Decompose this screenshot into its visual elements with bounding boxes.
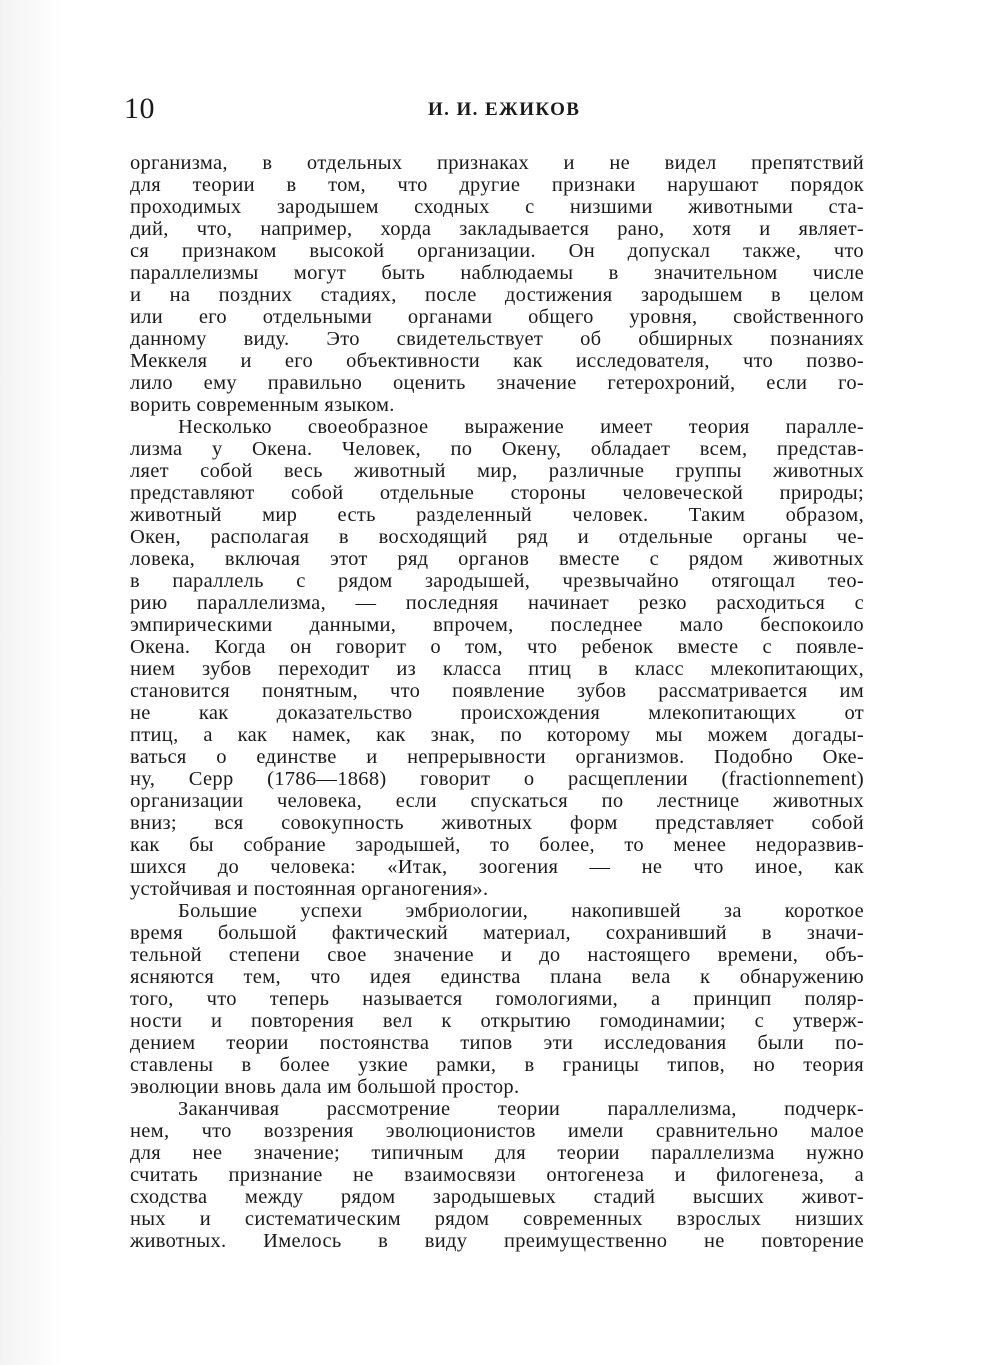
- text-line: считать признание не взаимосвязи онтогенеза и филогенеза, а: [130, 1164, 864, 1186]
- text-line: птиц, а как намек, как знак, по которому мы можем догады-: [130, 724, 864, 746]
- text-line: Несколько своеобразное выражение имеет теория паралле-: [178, 416, 864, 438]
- text-line: для теории в том, что другие признаки нарушают порядок: [130, 174, 864, 196]
- text-line: устойчивая и постоянная органогения».: [130, 878, 489, 900]
- text-line: рию параллелизма, — последняя начинает резко расходиться с: [130, 592, 864, 614]
- text-line: Меккеля и его объективности как исследователя, что позво-: [130, 350, 864, 372]
- text-line: или его отдельными органами общего уровня, свойственного: [130, 306, 864, 328]
- text-line: вниз; вся совокупность животных форм представляет собой: [130, 812, 864, 834]
- text-line: ловека, включая этот ряд органов вместе с рядом животных: [130, 548, 864, 570]
- text-line: тельной степени свое значение и до настоящего времени, объ-: [130, 944, 864, 966]
- text-line: ставлены в более узкие рамки, в границы типов, но теория: [130, 1054, 864, 1076]
- text-line: животных. Имелось в виду преимущественно не повторение: [130, 1230, 864, 1252]
- text-line: животный мир есть разделенный человек. Таким образом,: [130, 504, 864, 526]
- text-line: нем, что воззрения эволюционистов имели сравнительно малое: [130, 1120, 864, 1142]
- text-line: лизма у Окена. Человек, по Окену, обладает всем, представ-: [130, 438, 864, 460]
- text-line: эмпирическими данными, впрочем, последнее мало беспокоило: [130, 614, 864, 636]
- text-line: сходства между рядом зародышевых стадий высших живот-: [130, 1186, 864, 1208]
- page-number: 10: [124, 92, 155, 125]
- text-line: ваться о единстве и непрерывности организмов. Подобно Оке-: [130, 746, 864, 768]
- scan-margin-shadow: [0, 0, 62, 1365]
- text-line: представляют собой отдельные стороны человеческой природы;: [130, 482, 864, 504]
- text-line: ясняются тем, что идея единства плана вела к обнаружению: [130, 966, 864, 988]
- text-line: как бы собрание зародышей, то более, то менее недоразвив-: [130, 834, 864, 856]
- text-line: не как доказательство происхождения млекопитающих от: [130, 702, 864, 724]
- text-line: Окен, располагая в восходящий ряд и отдельные органы че-: [130, 526, 864, 548]
- text-line: параллелизмы могут быть наблюдаемы в значительном числе: [130, 262, 864, 284]
- text-line: организма, в отдельных признаках и не видел препятствий: [130, 152, 864, 174]
- text-line: ности и повторения вел к открытию гомодинамии; с утверж-: [130, 1010, 864, 1032]
- text-line: данному виду. Это свидетельствует об обширных познаниях: [130, 328, 864, 350]
- text-line: Заканчивая рассмотрение теории параллелизма, подчерк-: [178, 1098, 864, 1120]
- text-line: шихся до человека: «Итак, зоогения — не что иное, как: [130, 856, 864, 878]
- text-line: для нее значение; типичным для теории параллелизма нужно: [130, 1142, 864, 1164]
- text-line: нием зубов переходит из класса птиц в класс млекопитающих,: [130, 658, 864, 680]
- text-line: ну, Серр (1786—1868) говорит о расщеплении (fractionnement): [130, 768, 864, 790]
- body-text: [130, 152, 864, 1252]
- text-line: ся признаком высокой организации. Он допускал также, что: [130, 240, 864, 262]
- running-head: И. И. ЕЖИКОВ: [428, 99, 581, 120]
- text-line: Большие успехи эмбриологии, накопившей за короткое: [178, 900, 864, 922]
- text-line: и на поздних стадиях, после достижения зародышем в целом: [130, 284, 864, 306]
- text-line: становится понятным, что появление зубов рассматривается им: [130, 680, 864, 702]
- text-line: время большой фактический материал, сохранивший в значи-: [130, 922, 864, 944]
- text-line: того, что теперь называется гомологиями, а принцип поляр-: [130, 988, 864, 1010]
- text-line: ных и систематическим рядом современных взрослых низших: [130, 1208, 864, 1230]
- text-line: ляет собой весь животный мир, различные группы животных: [130, 460, 864, 482]
- text-line: ворить современным языком.: [130, 394, 395, 416]
- text-line: проходимых зародышем сходных с низшими животными ста-: [130, 196, 864, 218]
- text-line: дий, что, например, хорда закладывается рано, хотя и являет-: [130, 218, 864, 240]
- text-line: лило ему правильно оценить значение гетерохроний, если го-: [130, 372, 864, 394]
- text-line: в параллель с рядом зародышей, чрезвычайно отягощал тео-: [130, 570, 864, 592]
- text-line: Окена. Когда он говорит о том, что ребенок вместе с появле-: [130, 636, 864, 658]
- text-line: дением теории постоянства типов эти исследования были по-: [130, 1032, 864, 1054]
- text-line: эволюции вновь дала им большой простор.: [130, 1076, 520, 1098]
- text-line: организации человека, если спускаться по лестнице животных: [130, 790, 864, 812]
